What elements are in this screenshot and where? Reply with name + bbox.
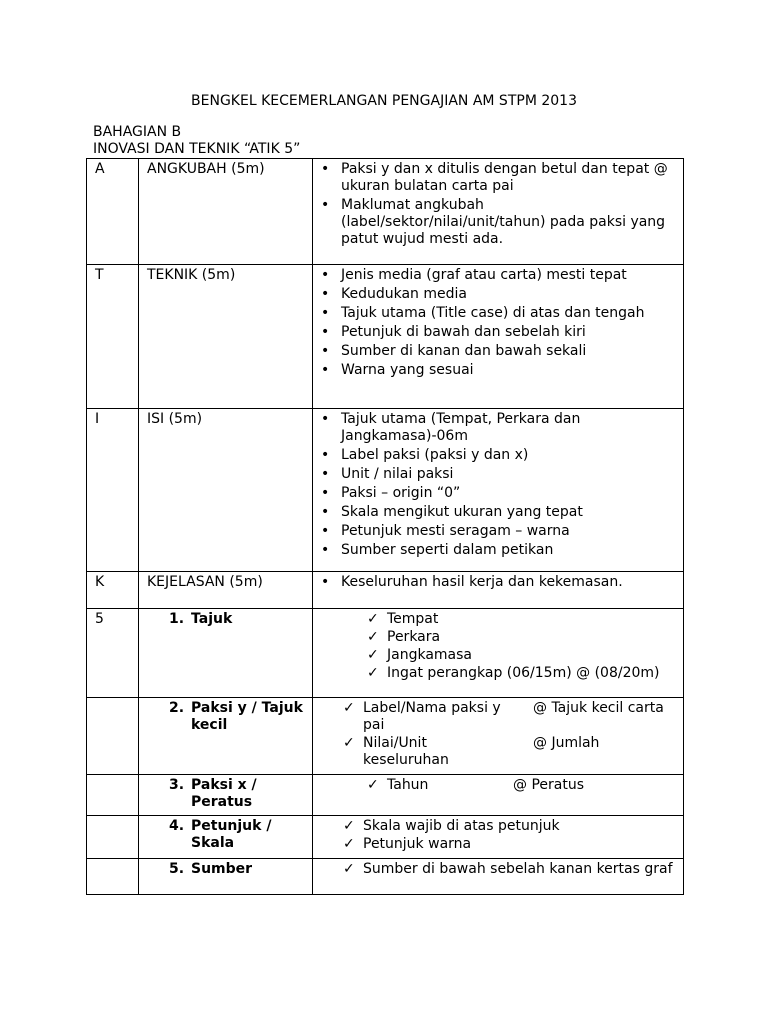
list-item <box>367 647 677 664</box>
list-item: • Keseluruhan hasil kerja dan kekemasan. <box>321 574 677 591</box>
items-cell <box>313 775 684 816</box>
list-item <box>367 777 677 794</box>
check-icon: ✓ <box>343 735 355 751</box>
check-icon: ✓ <box>367 665 379 681</box>
criterion-number: 5. <box>169 861 185 877</box>
list-item: • Sumber seperti dalam petikan <box>321 542 677 559</box>
numbered-criterion <box>147 818 306 852</box>
criterion-cell <box>139 409 313 572</box>
letter-cell <box>87 265 139 409</box>
items-cell <box>313 609 684 698</box>
check-text: Nilai/Unit <box>363 735 427 751</box>
check-icon: ✓ <box>343 836 355 852</box>
criterion-number: 4. <box>169 818 185 834</box>
check-text: Tempat <box>387 611 439 627</box>
check-text-alt: @ Tajuk kecil carta pai <box>363 700 664 733</box>
criterion-cell <box>139 572 313 609</box>
criterion-cell <box>139 859 313 895</box>
bullet-list <box>321 161 677 248</box>
letter-cell <box>87 816 139 859</box>
list-item: • Kedudukan media <box>321 286 677 303</box>
section-heading <box>93 124 300 158</box>
criterion-number: 3. <box>169 777 185 793</box>
list-item: • Warna yang sesuai <box>321 362 677 379</box>
list-item: • Petunjuk mesti seragam – warna <box>321 523 677 540</box>
criterion-cell <box>139 159 313 265</box>
bullet-list <box>321 267 677 379</box>
list-item: • Maklumat angkubah (label/sektor/nilai/unit/tahun) pada paksi yang patut wujud mesti ada. <box>321 197 677 248</box>
check-icon: ✓ <box>367 629 379 645</box>
check-list <box>321 611 677 682</box>
list-item <box>343 735 677 769</box>
list-item <box>343 818 677 835</box>
check-list <box>321 861 677 878</box>
criterion-label: Sumber <box>191 861 253 877</box>
check-list <box>321 818 677 853</box>
bullet-list <box>321 574 677 591</box>
list-item <box>343 700 677 734</box>
items-cell <box>313 572 684 609</box>
check-text: Jangkamasa <box>387 647 472 663</box>
check-text: Perkara <box>387 629 441 645</box>
check-text: Tahun <box>387 777 429 793</box>
table-row-5-paksi-x <box>87 775 684 816</box>
table-row-i <box>87 409 684 572</box>
criterion-cell <box>139 775 313 816</box>
list-item: • Unit / nilai paksi <box>321 466 677 483</box>
list-item: • Sumber di kanan dan bawah sekali <box>321 343 677 360</box>
check-text: Ingat perangkap (06/15m) @ (08/20m) <box>387 665 660 681</box>
criterion-number: 1. <box>169 611 185 627</box>
list-item: • Jenis media (graf atau carta) mesti tepat <box>321 267 677 284</box>
table-row-5-petunjuk <box>87 816 684 859</box>
list-item: • Tajuk utama (Tempat, Perkara dan Jangkamasa)-06m <box>321 411 677 445</box>
row-letter: 5 <box>95 611 104 627</box>
check-list <box>321 777 677 794</box>
row-letter: I <box>95 411 100 427</box>
section-subtitle: INOVASI DAN TEKNIK “ATIK 5” <box>93 141 301 157</box>
letter-cell <box>87 775 139 816</box>
criterion-label: Tajuk <box>191 611 233 627</box>
numbered-criterion <box>147 777 306 811</box>
row-letter: K <box>95 574 105 590</box>
table-row-5-sumber <box>87 859 684 895</box>
list-item <box>367 629 677 646</box>
letter-cell <box>87 698 139 775</box>
criterion-label: TEKNIK (5m) <box>147 267 236 283</box>
check-text-alt: @ Jumlah keseluruhan <box>363 735 600 768</box>
check-icon: ✓ <box>343 861 355 877</box>
criterion-cell <box>139 816 313 859</box>
criterion-number: 2. <box>169 700 185 716</box>
rubric-table <box>86 158 684 895</box>
criterion-label: Petunjuk / Skala <box>191 818 272 851</box>
letter-cell <box>87 859 139 895</box>
page-title: BENGKEL KECEMERLANGAN PENGAJIAN AM STPM 2013 <box>191 93 577 109</box>
check-icon: ✓ <box>343 818 355 834</box>
letter-cell <box>87 409 139 572</box>
list-item: • Petunjuk di bawah dan sebelah kiri <box>321 324 677 341</box>
table-row-t <box>87 265 684 409</box>
check-icon: ✓ <box>367 611 379 627</box>
list-item: • Label paksi (paksi y dan x) <box>321 447 677 464</box>
check-icon: ✓ <box>367 777 379 793</box>
check-text: Label/Nama paksi y <box>363 700 501 716</box>
list-item: • Tajuk utama (Title case) di atas dan tengah <box>321 305 677 322</box>
items-cell <box>313 265 684 409</box>
letter-cell <box>87 159 139 265</box>
section-label: BAHAGIAN B <box>93 124 182 140</box>
table-row-a <box>87 159 684 265</box>
criterion-label: ANGKUBAH (5m) <box>147 161 265 177</box>
items-cell <box>313 159 684 265</box>
list-item: • Skala mengikut ukuran yang tepat <box>321 504 677 521</box>
list-item: • Paksi y dan x ditulis dengan betul dan tepat @ ukuran bulatan carta pai <box>321 161 677 195</box>
check-icon: ✓ <box>367 647 379 663</box>
items-cell <box>313 859 684 895</box>
row-letter: T <box>95 267 104 283</box>
check-text: Skala wajib di atas petunjuk <box>363 818 560 834</box>
criterion-cell <box>139 698 313 775</box>
criterion-label: ISI (5m) <box>147 411 203 427</box>
criterion-label: KEJELASAN (5m) <box>147 574 263 590</box>
row-letter: A <box>95 161 105 177</box>
list-item <box>343 836 677 853</box>
table-row-5-tajuk <box>87 609 684 698</box>
check-text-alt: @ Peratus <box>513 777 584 793</box>
letter-cell <box>87 572 139 609</box>
bullet-list <box>321 411 677 559</box>
criterion-cell <box>139 609 313 698</box>
check-text: Sumber di bawah sebelah kanan kertas graf <box>363 861 673 877</box>
check-icon: ✓ <box>343 700 355 716</box>
check-text: Petunjuk warna <box>363 836 472 852</box>
criterion-label: Paksi x / Peratus <box>191 777 257 810</box>
items-cell <box>313 816 684 859</box>
letter-cell <box>87 609 139 698</box>
items-cell <box>313 409 684 572</box>
table-row-5-paksi-y <box>87 698 684 775</box>
items-cell <box>313 698 684 775</box>
list-item <box>367 611 677 628</box>
criterion-label: Paksi y / Tajuk kecil <box>191 700 303 733</box>
table-row-k <box>87 572 684 609</box>
list-item <box>367 665 677 682</box>
numbered-criterion <box>147 700 306 734</box>
numbered-criterion <box>147 611 306 628</box>
list-item: • Paksi – origin “0” <box>321 485 677 502</box>
numbered-criterion <box>147 861 306 878</box>
check-list <box>321 700 677 769</box>
list-item <box>343 861 677 878</box>
criterion-cell <box>139 265 313 409</box>
